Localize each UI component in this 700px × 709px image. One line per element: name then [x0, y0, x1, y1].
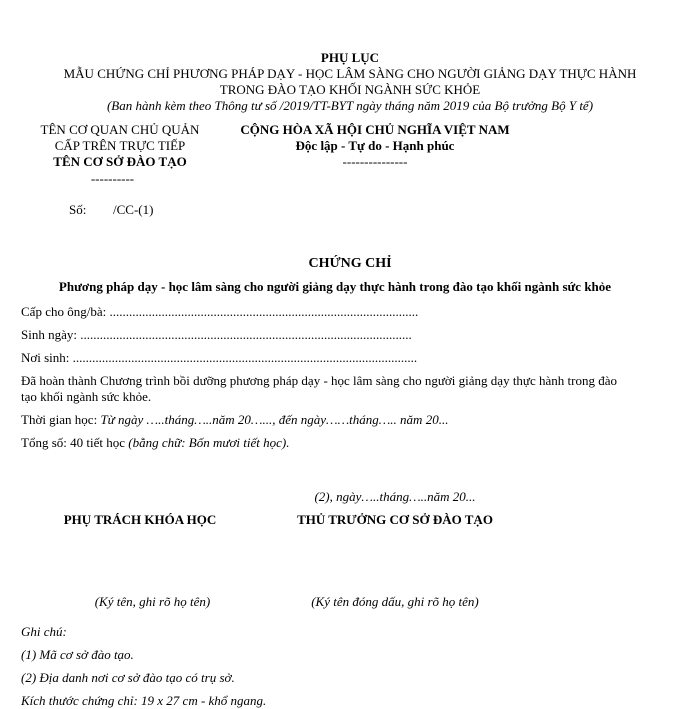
- training-institution: TÊN CƠ SỞ ĐÀO TẠO: [53, 154, 187, 169]
- form-title-line2: TRONG ĐÀO TẠO KHỐI NGÀNH SỨC KHỎE: [219, 82, 481, 97]
- head-sign-note: (Ký tên đóng dấu, ghi rõ họ tên): [311, 594, 479, 609]
- agency-line2: CẤP TRÊN TRỰC TIẾP: [54, 138, 186, 153]
- certificate-subtitle: Phương pháp dạy - học lâm sàng cho người giảng dạy thực hành trong đào tạo khối ngành sức khỏe: [58, 279, 612, 294]
- total-label: Tổng số: 40 tiết học: [21, 435, 129, 450]
- head-title: THỦ TRƯỞNG CƠ SỞ ĐÀO TẠO: [297, 512, 493, 527]
- motto: Độc lập - Tự do - Hạnh phúc: [295, 138, 455, 153]
- course-lead-title: PHỤ TRÁCH KHÓA HỌC: [63, 512, 217, 527]
- number-value: /CC-(1): [113, 202, 154, 217]
- notes-heading: Ghi chú:: [21, 624, 67, 639]
- duration-label: Thời gian học:: [21, 412, 101, 427]
- place-date: (2), ngày…..tháng…..năm 20...: [314, 489, 476, 504]
- certificate-title: CHỨNG CHỈ: [308, 256, 392, 271]
- study-duration: [21, 412, 448, 428]
- birth-place-field: Nơi sinh: ..........................................................................................................: [21, 350, 418, 365]
- appendix-title: PHỤ LỤC: [320, 50, 380, 65]
- duration-value: Từ ngày …..tháng…..năm 20…..., đến ngày……tháng….. năm 20...: [100, 412, 449, 427]
- number-label: Số:: [69, 202, 87, 217]
- republic-title: CỘNG HÒA XÃ HỘI CHỦ NGHĨA VIỆT NAM: [240, 122, 510, 137]
- issued-note: (Ban hành kèm theo Thông tư số /2019/TT-BYT ngày tháng năm 2019 của Bộ trưởng Bộ Y tế): [106, 98, 594, 113]
- completion-line2: tạo khối ngành sức khỏe.: [21, 389, 152, 404]
- total-periods: [21, 435, 289, 451]
- birth-date-field: Sinh ngày: ......................................................................................................: [21, 327, 412, 342]
- agency-line1: TÊN CƠ QUAN CHỦ QUẢN: [40, 122, 200, 137]
- issued-to-field: Cấp cho ông/bà: ...............................................................................................: [21, 304, 419, 319]
- note-item-1: (1) Mã cơ sở đào tạo.: [21, 647, 134, 662]
- completion-line1: Đã hoàn thành Chương trình bồi dưỡng phương pháp dạy - học lâm sàng cho người giảng dạy thực hành trong đào: [21, 373, 617, 388]
- total-words: (bằng chữ: Bốn mươi tiết học).: [128, 435, 290, 450]
- course-lead-sign-note: (Ký tên, ghi rõ họ tên): [94, 594, 211, 609]
- right-divider: ---------------: [342, 154, 408, 169]
- left-divider: ----------: [90, 171, 135, 186]
- note-item-2: (2) Địa danh nơi cơ sở đào tạo có trụ sở.: [21, 670, 235, 685]
- form-title-line1: MẪU CHỨNG CHỈ PHƯƠNG PHÁP DẠY - HỌC LÂM SÀNG CHO NGƯỜI GIẢNG DẠY THỰC HÀNH: [63, 66, 637, 81]
- note-item-3: Kích thước chứng chỉ: 19 x 27 cm - khổ ngang.: [21, 693, 267, 708]
